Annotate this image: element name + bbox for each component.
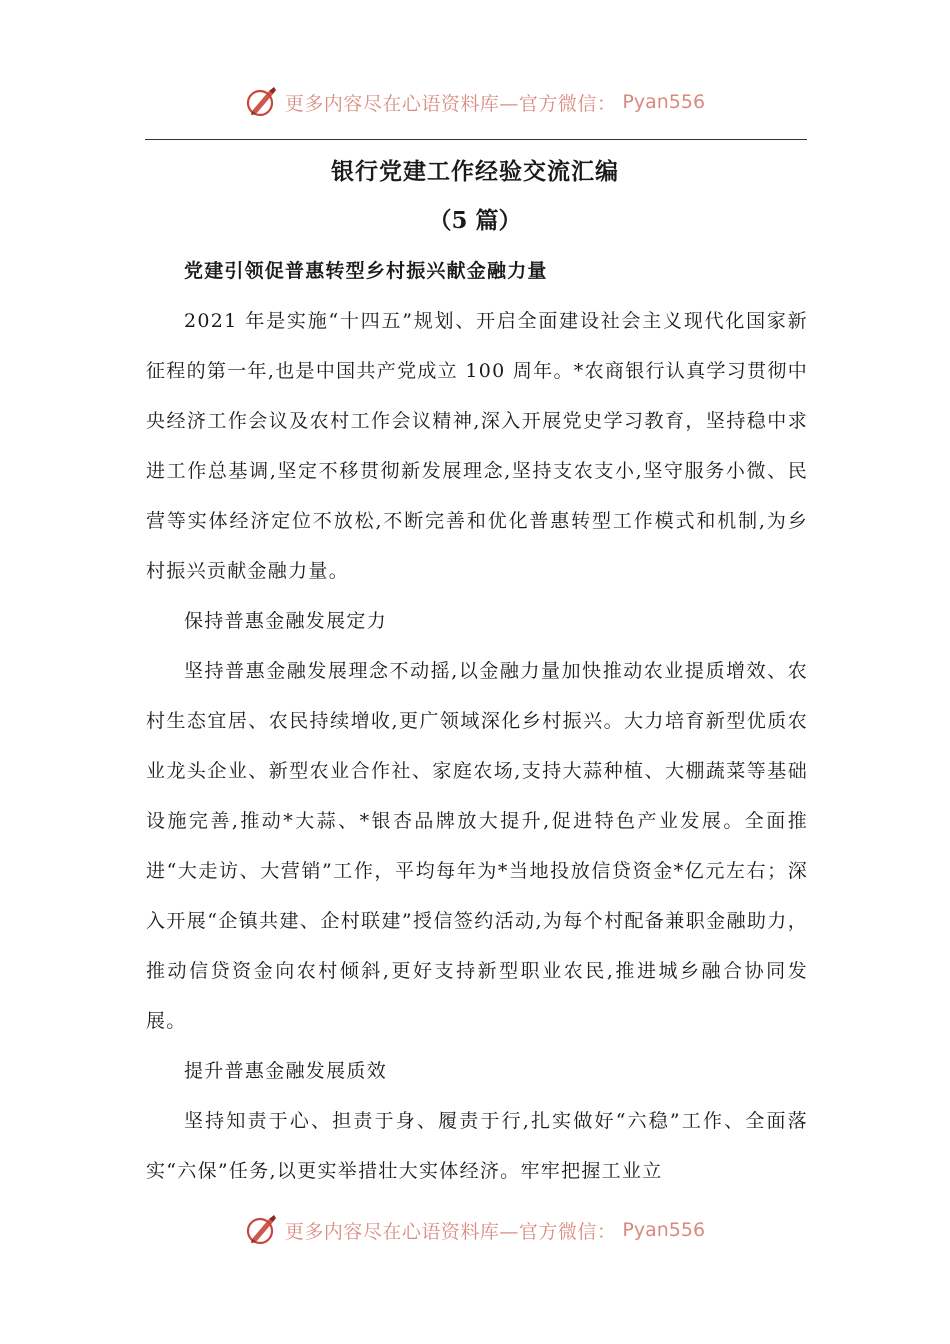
- pen-logo-icon: [245, 85, 279, 119]
- paragraph-3: 坚持知责于心、担责于身、履责于行,扎实做好“六稳”工作、全面落实“六保”任务,以更实举措壮大实体经济。牢牢把握工业立: [146, 1110, 808, 1182]
- watermark-wechat-id: Pyan556: [622, 91, 706, 113]
- watermark-header: [0, 80, 950, 124]
- pen-logo-icon: [245, 1213, 279, 1247]
- paragraph-intro: 2021 年是实施“十四五”规划、开启全面建设社会主义现代化国家新征程的第一年,也是中国共产党成立 100 周年。*农商银行认真学习贯彻中央经济工作会议及农村工作会议精神,深入开展党史学习教育，坚持稳中求进工作总基调,坚定不移贯彻新发展理念,坚持支农支小,坚守服务小微、民营等实体经济定位不放松,不断完善和优化普惠转型工作模式和机制,为乡村振兴贡献金融力量。: [146, 310, 808, 582]
- watermark-footer: [0, 1208, 950, 1252]
- subheading-2: 提升普惠金融发展质效: [184, 1060, 388, 1082]
- paragraph-2: 坚持普惠金融发展理念不动摇,以金融力量加快推动农业提质增效、农村生态宜居、农民持续增收,更广领域深化乡村振兴。大力培育新型优质农业龙头企业、新型农业合作社、家庭农场,支持大蒜种植、大棚蔬菜等基础设施完善,推动*大蒜、*银杏品牌放大提升,促进特色产业发展。全面推进“大走访、大营销”工作，平均每年为*当地投放信贷资金*亿元左右；深入开展“企镇共建、企村联建”授信签约活动,为每个村配备兼职金融助力，推动信贷资金向农村倾斜,更好支持新型职业农民,推进城乡融合协同发展。: [146, 660, 808, 1032]
- subheading-1: 保持普惠金融发展定力: [184, 610, 388, 632]
- document-subtitle: （5 篇）: [428, 207, 522, 234]
- watermark-wechat-id: Pyan556: [622, 1219, 706, 1241]
- section-heading: 党建引领促普惠转型乡村振兴献金融力量: [184, 260, 548, 282]
- document-body: [146, 246, 808, 1196]
- watermark-text: 更多内容尽在心语资料库—官方微信：: [284, 92, 617, 115]
- watermark-text: 更多内容尽在心语资料库—官方微信：: [284, 1220, 617, 1243]
- header-divider: [145, 139, 807, 140]
- document-title: 银行党建工作经验交流汇编: [331, 158, 619, 185]
